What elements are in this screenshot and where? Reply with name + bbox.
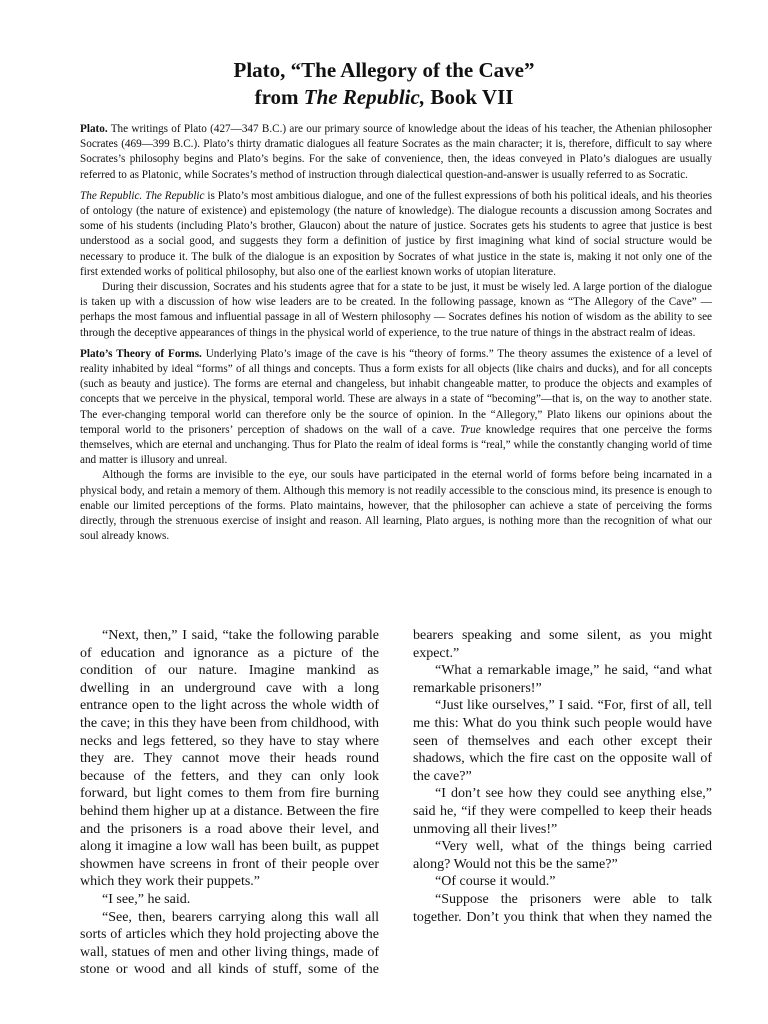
dialogue-paragraph: bearers speaking and some silent, as you might expect.” — [413, 628, 712, 661]
page-subtitle — [0, 84, 768, 111]
dialogue-paragraph: “Next, then,” I said, “take the following parable of education and ignorance as a picture of the condition of our nature. Imagine mankind as dwelling in an underground cave with a long entrance open to the light across the whole width of the cave; in this they have been from childhood, with necks and legs fettered, so they have to stay where they are. They cannot move their heads round because of the fetters, and they can only look forward, but light comes to them from fire burning behind them higher up at a distance. Between the fire and the prisoners is a road above their level, and along it imagine a low wall has been built, as puppet showmen have screens in front of their people over which they work their puppets.” — [80, 628, 379, 890]
dialogue-paragraph: “Suppose the prisoners were able to talk together. Don’t you think that when they named the — [413, 891, 712, 925]
dialogue-paragraph: “I see,” he said. — [102, 891, 191, 907]
intro-paragraph-forms: Plato’s Theory of Forms. Underlying Plato’s image of the cave is his “theory of forms.” The theory assumes the existence of a level of reality inhabited by ideal “forms” of all things and concepts. Thus a form exists for all objects (like chairs and ducks), and for all concepts (such as beauty and justice). The forms are eternal and changeless, but inhabit changeable matter, to produce the objects and examples of concepts that we perceive in the physical, temporal world. These are always in a state of “becoming”—that is, on the way to another state. The ever-changing temporal world can therefore only be the source of opinion. In the “Allegory,” Plato likens our opinions about the temporal world to the prisoners’ perception of shadows on the wall of a cave. True knowledge requires that one perceive the forms themselves, which are eternal and unchanging. Thus for Plato the realm of ideal forms is “real,” while the constantly changing world of time and matter is illusory and unreal. — [80, 347, 712, 467]
dialogue-paragraph: “See, then, bearers carrying along this wall all sorts of articles which they hold projecting above the wall, statues of men and other living things, made of stone or wood and all kinds of stuff, some of the — [80, 909, 379, 978]
run-in-heading: Plato. — [80, 123, 108, 135]
page-title: Plato, “The Allegory of the Cave” — [233, 58, 535, 82]
intro-paragraph-republic: The Republic. The Republic is Plato’s most ambitious dialogue, and one of the fullest expressions of both his political ideals, and his theories of ontology (the nature of existence) and epistemology (the nature of knowledge). The dialogue recounts a discussion among Socrates and some of his students (including Plato’s brother, Glaucon) about the nature of justice. Socrates gets his students to agree that justice is best understood as a social good, and suggests they form a definition of justice by first imagining what kind of social structure would be necessary to produce it. The bulk of the dialogue is an exposition by Socrates of what justice in the state is, making it not only one of the first extended works of political philosophy, but also one of the earliest known works of utopian literature. — [80, 189, 713, 278]
intro-paragraph-discussion: During their discussion, Socrates and his students agree that for a state to be just, it must be wisely led. A large portion of the dialogue is taken up with a discussion of how wise leaders are to be created. In the following passage, known as “The Allegory of the Cave” — perhaps the most famous and influential passage in all of Western philosophy — Socrates defines his notion of wisdom as the ability to see through the deceptive appearances of things in the physical world of experience, to the true nature of things in the abstract realm of ideas. — [80, 281, 712, 339]
subtitle-from: from — [254, 85, 304, 109]
dialogue-paragraph: “Of course it would.” — [435, 874, 556, 890]
introduction — [80, 122, 712, 544]
intro-paragraph-plato: Plato. The writings of Plato (427—347 B.C.) are our primary source of knowledge about the ideas of his teacher, the Athenian philosopher Socrates (469—399 B.C.). Plato’s thirty dramatic dialogues all feature Socrates as the main character; it is, therefore, difficult to say where Socrates’s philosophy begins and Plato’s begins. For the sake of convenience, then, the ideas conveyed in Plato’s dialogues are usually referred to as Platonic, while Socrates’s method of instruction through dialectical question-and-answer is usually referred to as Socratic. — [80, 123, 712, 181]
left-column — [80, 627, 379, 979]
dialogue-paragraph: “Very well, what of the things being carried along? Would not this be the same?” — [413, 839, 712, 872]
run-in-heading: The Republic. — [80, 189, 143, 202]
subtitle-book: Book VII — [425, 85, 514, 109]
run-in-heading: Plato’s Theory of Forms. — [80, 347, 202, 360]
intro-paragraph-souls: Although the forms are invisible to the eye, our souls have participated in the eternal world of forms before being incarnated in a physical body, and retain a memory of them. Although this memory is not readily accessible to the conscious mind, its presence is enough to enable our limited perceptions of the forms. Plato maintains, however, that the philosopher can achieve a state of perceiving the forms directly, through the strenuous exercise of insight and reason. All learning, Plato argues, is nothing more than the recognition of what our soul already knows. — [80, 469, 712, 543]
right-column — [413, 627, 712, 926]
subtitle-work: The Republic, — [303, 85, 426, 109]
dialogue-paragraph: “I don’t see how they could see anything else,” said he, “if they were compelled to keep their heads unmoving all their lives!” — [413, 786, 712, 837]
dialogue-paragraph: “Just like ourselves,” I said. “For, first of all, tell me this: What do you think such people would have seen of themselves and each other except their shadows, which the fire cast on the opposite wall of the cave?” — [413, 698, 712, 784]
dialogue-paragraph: “What a remarkable image,” he said, “and what remarkable prisoners!” — [413, 663, 712, 696]
